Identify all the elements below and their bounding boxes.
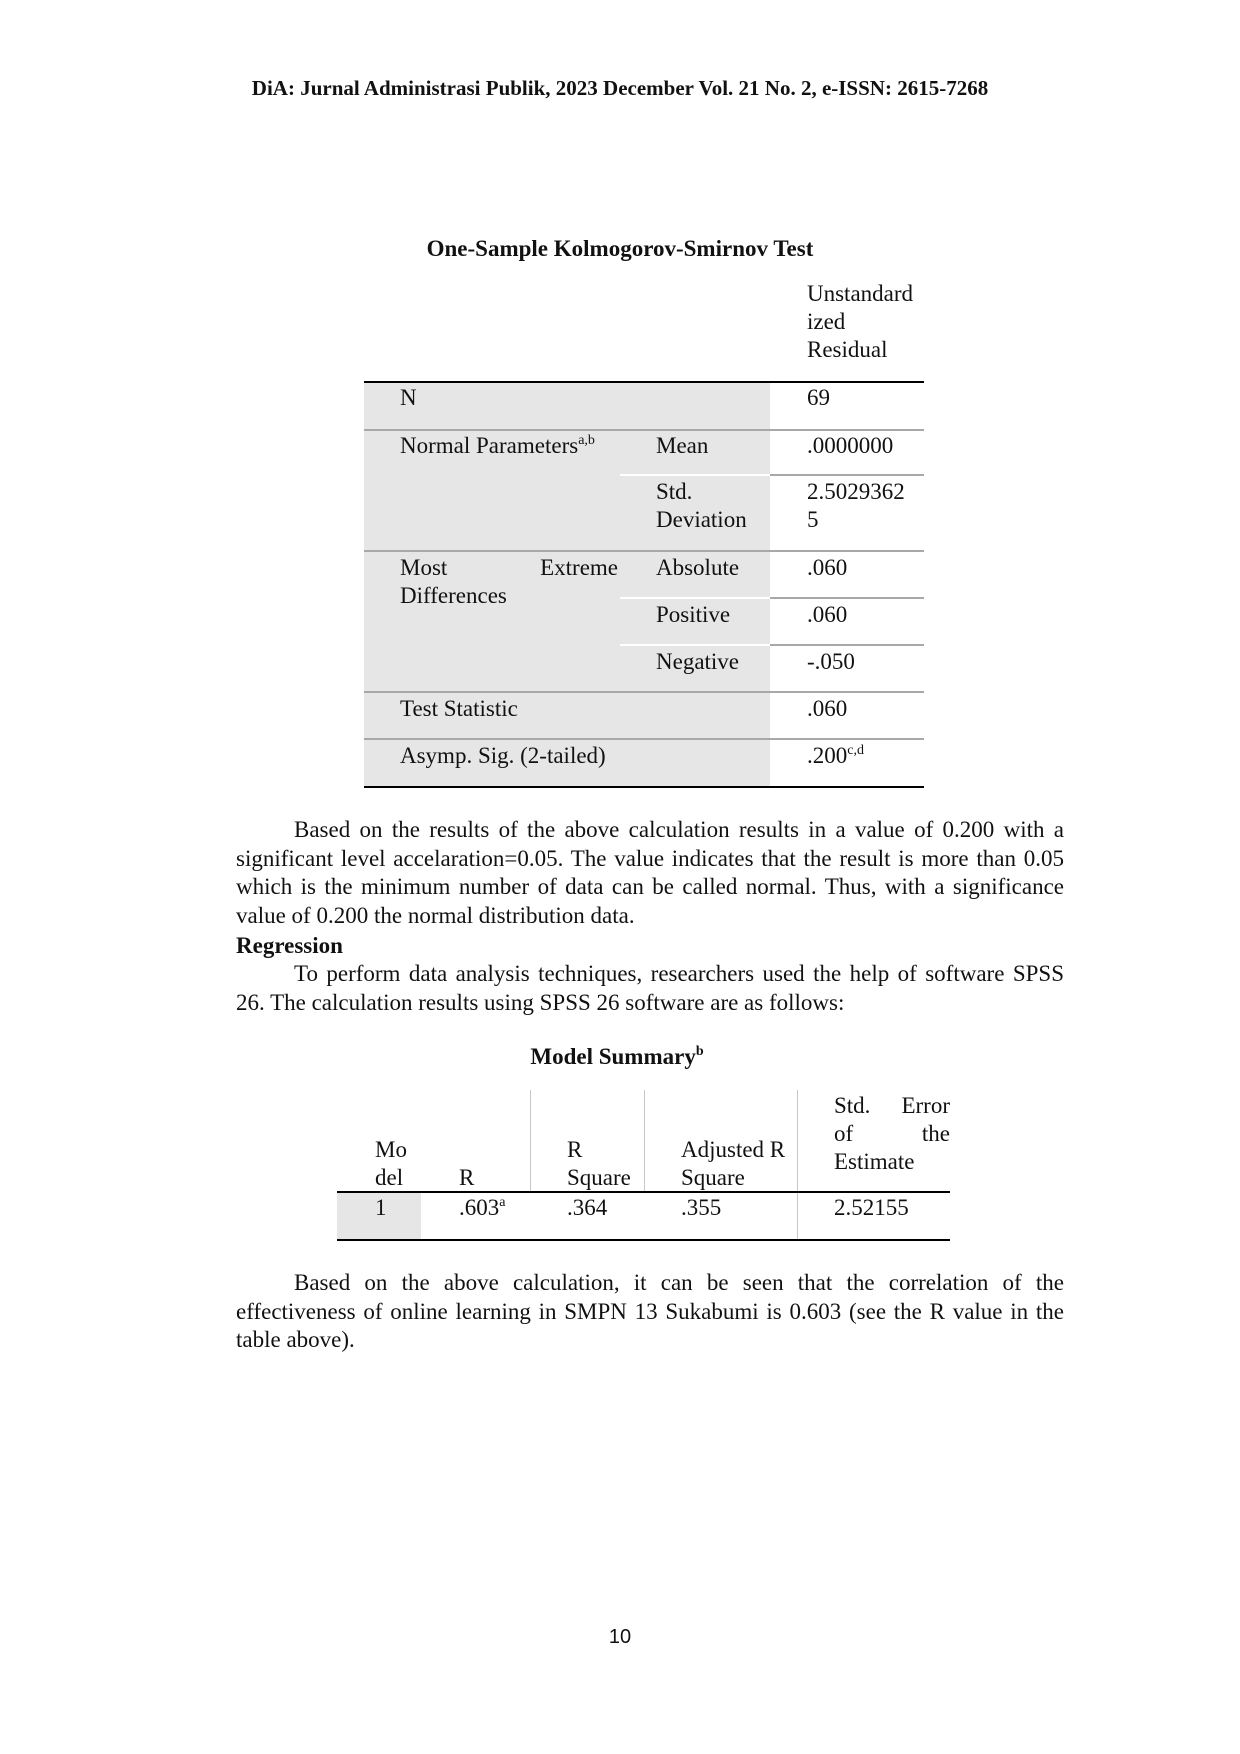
model-row-std-error: 2.52155 xyxy=(834,1195,909,1220)
ks-rule xyxy=(364,550,924,552)
model-header-r: R xyxy=(459,1165,475,1190)
section-heading-regression: Regression xyxy=(236,933,343,958)
ks-rule xyxy=(770,644,924,646)
ks-bottom-rule xyxy=(364,786,924,788)
ks-most-extreme-label: Most Extreme Differences xyxy=(400,555,618,608)
ks-positive-value: .060 xyxy=(807,602,848,627)
model-row-adjusted-r-square: .355 xyxy=(681,1195,722,1220)
model-col-divider xyxy=(530,1090,531,1191)
ks-absolute-value: .060 xyxy=(807,555,848,580)
model-col-divider xyxy=(797,1090,798,1240)
ks-rule xyxy=(364,738,924,740)
ks-mean-label: Mean xyxy=(656,433,709,458)
ks-table-title: One-Sample Kolmogorov-Smirnov Test xyxy=(426,236,814,261)
paragraph-spss-intro: To perform data analysis techniques, researchers used the help of software SPSS 26. The calculation results using SPSS 26 software are as follows: xyxy=(236,961,1064,1015)
ks-top-rule xyxy=(364,381,924,383)
ks-n-value: 69 xyxy=(807,385,830,410)
model-row-model: 1 xyxy=(375,1195,387,1220)
model-header-r-square: R Square xyxy=(567,1137,631,1190)
ks-negative-label: Negative xyxy=(656,649,740,674)
ks-std-deviation-label: Std. Deviation xyxy=(656,479,747,532)
ks-rule xyxy=(770,474,924,476)
ks-rule xyxy=(620,644,770,646)
model-header-rule xyxy=(337,1191,950,1193)
journal-header: DiA: Jurnal Administrasi Publik, 2023 December Vol. 21 No. 2, e-ISSN: 2615-7268 xyxy=(251,76,989,100)
ks-positive-label: Positive xyxy=(656,602,731,627)
model-col-divider xyxy=(644,1090,645,1191)
model-header-std-error: Std. Error of the Estimate xyxy=(834,1093,950,1174)
ks-n-label: N xyxy=(400,385,417,410)
ks-negative-value: -.050 xyxy=(807,649,855,674)
model-row-r: .603$^a$ xyxy=(459,1195,506,1220)
ks-rule xyxy=(620,597,770,599)
ks-rule xyxy=(364,691,924,693)
model-header-adjusted-r-square: Adjusted R Square xyxy=(681,1137,786,1190)
paragraph-normality-result: Based on the results of the above calculation results in a value of 0.200 with a significant level accelaration=0.05. The value indicates that the result is more than 0.05 which is the minimum number of data can be called normal. Thus, with a significance value of 0.200 the normal distribution data. xyxy=(236,817,1064,928)
ks-rule xyxy=(364,429,924,431)
model-row-r-square: .364 xyxy=(567,1195,608,1220)
ks-test-statistic-label: Test Statistic xyxy=(400,696,518,721)
page-number: 10 xyxy=(608,1626,632,1648)
model-bottom-rule xyxy=(337,1239,950,1241)
model-header-model: Mo del xyxy=(375,1137,407,1190)
paragraph-correlation-result: Based on the above calculation, it can be seen that the correlation of the effectiveness of online learning in SMPN 13 Sukabumi is 0.603 (see the R value in the table above). xyxy=(236,1270,1064,1353)
ks-absolute-label: Absolute xyxy=(656,555,740,580)
ks-asymp-sig-label: Asymp. Sig. (2-tailed) xyxy=(400,743,606,768)
ks-rule xyxy=(620,474,770,476)
ks-rule xyxy=(770,597,924,599)
ks-asymp-sig-value: .200$^{c,d}$ xyxy=(807,743,864,768)
ks-std-deviation-value: 2.5029362 5 xyxy=(807,479,905,532)
model-summary-title: Model Summary$^b$ xyxy=(530,1044,704,1069)
ks-column-header: Unstandard ized Residual xyxy=(807,281,914,362)
ks-mean-value: .0000000 xyxy=(807,433,894,458)
ks-test-statistic-value: .060 xyxy=(807,696,848,721)
ks-normal-parameters-label: Normal Parameters$^{a,b}$ xyxy=(400,433,595,458)
